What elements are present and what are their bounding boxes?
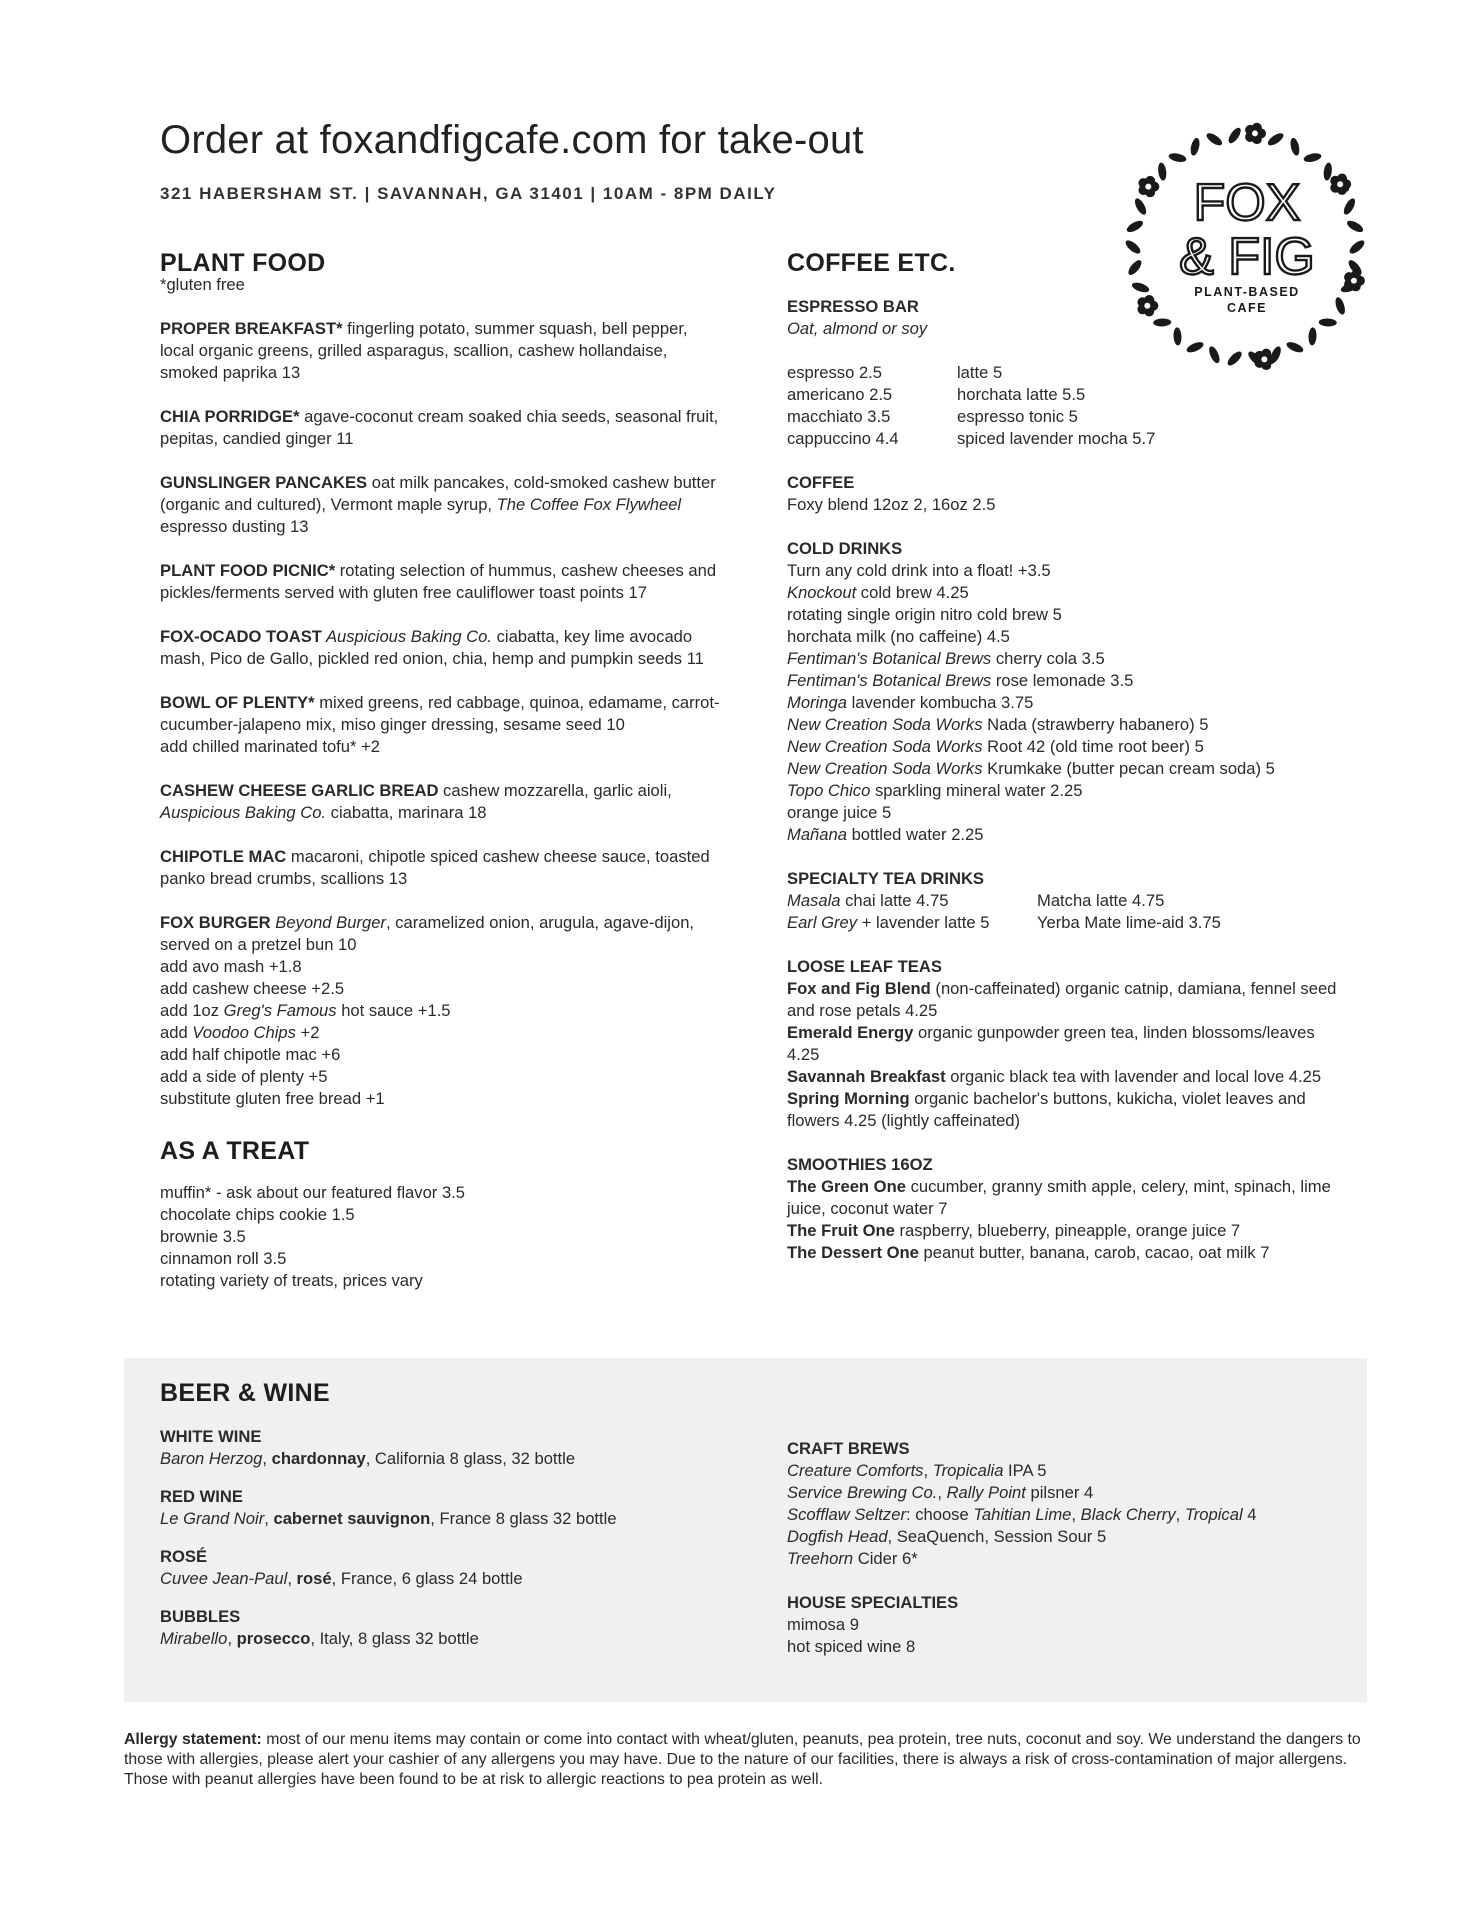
tea-name: Emerald Energy — [787, 1023, 914, 1042]
wreath-leaf — [1348, 238, 1367, 256]
brew-price: IPA 5 — [1003, 1461, 1047, 1480]
addon-line — [160, 1088, 720, 1110]
wreath-leaf — [1133, 197, 1149, 217]
treat-item: chocolate chips cookie 1.5 — [160, 1205, 355, 1224]
cold-text: sparkling mineral water 2.25 — [870, 781, 1083, 800]
brew-item — [787, 1548, 1347, 1570]
cold-text: orange juice 5 — [787, 803, 892, 822]
item-desc: , caramelized onion, arugula, agave-dijon, served on a pretzel bun 10 — [160, 913, 695, 954]
wine-sep: , — [264, 1509, 274, 1528]
tea-desc: (non-caffeinated) organic catnip, damiana, fennel seed and rose petals 4.25 — [787, 979, 1337, 1020]
logo-fox: FOX — [1193, 174, 1301, 232]
cold-text: Nada (strawberry habanero) 5 — [982, 715, 1209, 734]
cold-text: lavender kombucha 3.75 — [846, 693, 1034, 712]
addon-text: +2 — [295, 1023, 320, 1042]
tea-text: chai latte 4.75 — [840, 891, 949, 910]
tea-brand: Masala — [787, 891, 841, 910]
smoothie-desc: raspberry, blueberry, pineapple, orange juice 7 — [894, 1221, 1241, 1240]
cold-item — [787, 714, 1347, 736]
wine-column — [160, 1379, 720, 1650]
addon-line — [160, 956, 720, 978]
cold-brand: Fentiman's Botanical Brews — [787, 649, 992, 668]
item-desc: cashew mozzarella, garlic aioli, — [438, 781, 672, 800]
brew-sep: , — [1175, 1505, 1185, 1524]
bubbles-heading: BUBBLES — [160, 1607, 241, 1626]
item-brand: Auspicious Baking Co. — [160, 803, 327, 822]
wreath-leaf — [1226, 126, 1243, 145]
item-desc: mixed greens, red cabbage, quinoa, edamame, carrot-cucumber-jalapeno mix, miso ginger dressing, sesame seed 10 — [160, 693, 720, 734]
espresso-item: horchata latte 5.5 — [957, 385, 1086, 404]
cold-item — [787, 582, 1347, 604]
tea-text: + lavender latte 5 — [857, 913, 990, 932]
wine-price: , France, 6 glass 24 bottle — [331, 1569, 523, 1588]
cold-brand: Fentiman's Botanical Brews — [787, 671, 992, 690]
tea-desc: organic black tea with lavender and local love 4.25 — [945, 1067, 1322, 1086]
logo-plant-based: PLANT-BASED — [1194, 285, 1300, 299]
wreath-leaf — [1303, 152, 1322, 164]
plant-food-column — [160, 249, 720, 1292]
allergy-text: most of our menu items may contain or come into contact with wheat/gluten, peanuts, pea protein, tree nuts, coconut and soy. We understand the dangers to those with allergies, please alert your cashier of any allergens you may have. Due to the nature of our facilities, there is always a risk of cross-contamination of major allergens. Those with peanut allergies have been found to be at risk to allergic reactions to pea protein as well. — [124, 1731, 1361, 1788]
brew-item — [787, 1504, 1347, 1526]
page-title: Order at foxandfigcafe.com for take-out — [160, 118, 864, 162]
addon-line — [160, 1044, 720, 1066]
cold-item — [787, 802, 1347, 824]
cold-item — [787, 648, 1347, 670]
coffee-line: Foxy blend 12oz 2, 16oz 2.5 — [787, 495, 996, 514]
wine-price: , France 8 glass 32 bottle — [430, 1509, 617, 1528]
tea-list — [787, 890, 1347, 934]
espresso-item: espresso tonic 5 — [957, 407, 1078, 426]
house-specialties-heading: HOUSE SPECIALTIES — [787, 1593, 959, 1612]
brew-price: pilsner 4 — [1025, 1483, 1094, 1502]
smoothie-name: The Green One — [787, 1177, 906, 1196]
wine-producer: Baron Herzog — [160, 1449, 263, 1468]
smoothie-item — [787, 1176, 1347, 1220]
cold-item — [787, 780, 1347, 802]
gluten-free-note: *gluten free — [160, 275, 245, 294]
cold-text: cold brew 4.25 — [856, 583, 969, 602]
smoothie-name: The Fruit One — [787, 1221, 895, 1240]
addon-text: add avo mash +1.8 — [160, 957, 302, 976]
cold-text: Krumkake (butter pecan cream soda) 5 — [982, 759, 1275, 778]
brew-sep: , — [1071, 1505, 1081, 1524]
brew-name: Rally Point — [946, 1483, 1026, 1502]
cold-text: Root 42 (old time root beer) 5 — [982, 737, 1204, 756]
wine-price: , Italy, 8 glass 32 bottle — [310, 1629, 479, 1648]
wreath-flower-center — [1337, 181, 1343, 187]
wreath-flower-center — [1252, 130, 1258, 136]
item-desc: oat milk pancakes, cold-smoked cashew butter (organic and cultured), Vermont maple syrup, — [160, 473, 716, 514]
wreath-leaf — [1125, 219, 1145, 235]
espresso-item: latte 5 — [957, 363, 1003, 382]
specialty-tea-heading: SPECIALTY TEA DRINKS — [787, 869, 984, 888]
menu-item — [160, 692, 720, 758]
cold-text: horchata milk (no caffeine) 4.5 — [787, 627, 1010, 646]
item-name: FOX-OCADO TOAST — [160, 627, 322, 646]
espresso-item: cappuccino 4.4 — [787, 429, 899, 448]
loose-item — [787, 1066, 1347, 1088]
cold-brand: Topo Chico — [787, 781, 871, 800]
espresso-heading: ESPRESSO BAR — [787, 297, 919, 316]
item-name: FOX BURGER — [160, 913, 271, 932]
wine-producer: Cuvee Jean-Paul — [160, 1569, 288, 1588]
smoothie-item — [787, 1242, 1347, 1264]
addon-brand: Voodoo Chips — [192, 1023, 296, 1042]
smoothie-name: The Dessert One — [787, 1243, 919, 1262]
wreath-leaf — [1205, 131, 1224, 148]
brewery: Treehorn — [787, 1549, 854, 1568]
item-desc: fingerling potato, summer squash, bell pepper, local organic greens, grilled asparagus, scallion, cashew hollandaise, smoked paprika 13 — [160, 319, 688, 382]
cold-item — [787, 560, 1347, 582]
cold-brand: New Creation Soda Works — [787, 759, 983, 778]
item-name: BOWL OF PLENTY* — [160, 693, 315, 712]
menu-item — [160, 912, 720, 1110]
brewery: Scofflaw Seltzer — [787, 1505, 906, 1524]
wine-varietal: prosecco — [236, 1629, 311, 1648]
brewery: Service Brewing Co. — [787, 1483, 938, 1502]
menu-item — [160, 560, 720, 604]
wreath-leaf — [1189, 137, 1201, 156]
brew-sep: , — [923, 1461, 933, 1480]
wreath-flower-center — [1145, 184, 1151, 190]
house-item: hot spiced wine 8 — [787, 1637, 916, 1656]
cold-text: Turn any cold drink into a float! +3.5 — [787, 561, 1051, 580]
red-wine-heading: RED WINE — [160, 1487, 243, 1506]
wine-sep: , — [262, 1449, 272, 1468]
item-name: GUNSLINGER PANCAKES — [160, 473, 368, 492]
cold-text: bottled water 2.25 — [846, 825, 984, 844]
cold-text: rotating single origin nitro cold brew 5 — [787, 605, 1062, 624]
tea-name: Savannah Breakfast — [787, 1067, 946, 1086]
cold-item — [787, 736, 1347, 758]
brew-sep: , — [937, 1483, 947, 1502]
menu-item — [160, 780, 720, 824]
treat-item: brownie 3.5 — [160, 1227, 246, 1246]
cold-item — [787, 758, 1347, 780]
menu-item — [160, 626, 720, 670]
menu-item — [160, 318, 720, 384]
cold-brand: New Creation Soda Works — [787, 737, 983, 756]
item-desc-2: ciabatta, marinara 18 — [326, 803, 487, 822]
espresso-item: macchiato 3.5 — [787, 407, 891, 426]
cold-item — [787, 670, 1347, 692]
brewery: Dogfish Head — [787, 1527, 888, 1546]
item-desc-2: espresso dusting 13 — [160, 517, 309, 536]
item-name: CHIA PORRIDGE* — [160, 407, 300, 426]
tea-name: Spring Morning — [787, 1089, 910, 1108]
tea-item: Matcha latte 4.75 — [1037, 891, 1165, 910]
tea-desc: organic bachelor's buttons, kukicha, violet leaves and flowers 4.25 (lightly caffeinated) — [787, 1089, 1306, 1130]
addon-text: add 1oz — [160, 1001, 224, 1020]
white-wine-heading: WHITE WINE — [160, 1427, 262, 1446]
brew-desc: Cider 6* — [853, 1549, 918, 1568]
addon-line — [160, 1066, 720, 1088]
plant-food-heading: PLANT FOOD — [160, 249, 326, 277]
cold-brand: Mañana — [787, 825, 847, 844]
wine-varietal: rosé — [296, 1569, 332, 1588]
wreath-leaf — [1266, 131, 1285, 148]
brew-sep: : choose — [905, 1505, 974, 1524]
logo-fig: & FIG — [1179, 228, 1315, 286]
wreath-leaf — [1289, 137, 1301, 156]
espresso-item: espresso 2.5 — [787, 363, 883, 382]
addon-text: add cashew cheese +2.5 — [160, 979, 345, 998]
addon-line — [160, 1022, 720, 1044]
smoothie-desc: cucumber, granny smith apple, celery, mint, spinach, lime juice, coconut water 7 — [787, 1177, 1331, 1218]
house-item: mimosa 9 — [787, 1615, 859, 1634]
allergy-statement — [124, 1730, 1368, 1790]
brewery: Creature Comforts — [787, 1461, 924, 1480]
item-brand: Beyond Burger — [270, 913, 386, 932]
loose-leaf-heading: LOOSE LEAF TEAS — [787, 957, 942, 976]
addon-text: add half chipotle mac +6 — [160, 1045, 341, 1064]
loose-item — [787, 1088, 1347, 1132]
brew-price: 4 — [1242, 1505, 1257, 1524]
addon-text: add a side of plenty +5 — [160, 1067, 328, 1086]
wreath-leaf — [1157, 162, 1167, 181]
treat-heading: AS A TREAT — [160, 1137, 310, 1165]
brew-item — [787, 1482, 1347, 1504]
espresso-item: americano 2.5 — [787, 385, 893, 404]
wine-sep: , — [227, 1629, 237, 1648]
item-desc: ciabatta, key lime avocado mash, Pico de Gallo, pickled red onion, chia, hemp and pumpkin seeds 11 — [160, 627, 704, 668]
cold-item — [787, 692, 1347, 714]
addon-text: add — [160, 1023, 193, 1042]
addon-brand: Greg's Famous — [223, 1001, 337, 1020]
espresso-item: spiced lavender mocha 5.7 — [957, 429, 1156, 448]
item-name: PLANT FOOD PICNIC* — [160, 561, 336, 580]
menu-item — [160, 846, 720, 890]
item-desc: rotating selection of hummus, cashew cheeses and pickles/ferments served with gluten free cauliflower toast points 17 — [160, 561, 717, 602]
treat-item: rotating variety of treats, prices vary — [160, 1271, 423, 1290]
wine-sep: , — [287, 1569, 297, 1588]
tea-item — [787, 890, 1037, 912]
brew-desc: , SeaQuench, Session Sour 5 — [887, 1527, 1107, 1546]
wreath-leaf — [1342, 197, 1358, 217]
addon-text: substitute gluten free bread +1 — [160, 1089, 385, 1108]
wine-item — [160, 1628, 720, 1650]
item-desc: macaroni, chipotle spiced cashew cheese sauce, toasted panko bread crumbs, scallions 13 — [160, 847, 710, 888]
menu-item — [160, 406, 720, 450]
item-name: PROPER BREAKFAST* — [160, 319, 343, 338]
tea-desc: organic gunpowder green tea, linden blossoms/leaves 4.25 — [787, 1023, 1315, 1064]
cold-text: cherry cola 3.5 — [991, 649, 1105, 668]
loose-item — [787, 1022, 1347, 1066]
wine-item — [160, 1508, 720, 1530]
treat-item: muffin* - ask about our featured flavor 3.5 — [160, 1183, 466, 1202]
addon-line — [160, 978, 720, 1000]
coffee-subheading: COFFEE — [787, 473, 855, 492]
wreath-leaf — [1168, 152, 1187, 164]
wine-price: , California 8 glass, 32 bottle — [365, 1449, 576, 1468]
cold-brand: New Creation Soda Works — [787, 715, 983, 734]
wreath-flower-center — [1351, 278, 1357, 284]
item-desc: agave-coconut cream soaked chia seeds, seasonal fruit, pepitas, candied ginger 11 — [160, 407, 719, 448]
smoothie-desc: peanut butter, banana, carob, cacao, oat milk 7 — [918, 1243, 1270, 1262]
cold-brand: Knockout — [787, 583, 857, 602]
coffee-heading: COFFEE ETC. — [787, 249, 956, 277]
coffee-column — [787, 249, 1347, 1264]
brews-column — [787, 1438, 1347, 1658]
brew-flavor: Tropical — [1184, 1505, 1243, 1524]
item-brand: Auspicious Baking Co. — [321, 627, 492, 646]
cold-brand: Moringa — [787, 693, 847, 712]
wine-item — [160, 1568, 720, 1590]
wine-item — [160, 1448, 720, 1470]
item-name: CHIPOTLE MAC — [160, 847, 287, 866]
loose-item — [787, 978, 1347, 1022]
craft-brews-heading: CRAFT BREWS — [787, 1439, 910, 1458]
tea-name: Fox and Fig Blend — [787, 979, 931, 998]
brew-item — [787, 1460, 1347, 1482]
logo-cafe: CAFE — [1226, 301, 1268, 315]
wine-varietal: chardonnay — [271, 1449, 366, 1468]
tea-item — [787, 912, 1037, 934]
brew-name: Tropicalia — [932, 1461, 1004, 1480]
brew-flavor: Tahitian Lime — [973, 1505, 1072, 1524]
item-name: CASHEW CHEESE GARLIC BREAD — [160, 781, 439, 800]
address-hours: 321 HABERSHAM ST. | SAVANNAH, GA 31401 | 10AM - 8PM DAILY — [160, 184, 777, 203]
smoothie-item — [787, 1220, 1347, 1242]
tea-item: Yerba Mate lime-aid 3.75 — [1037, 913, 1221, 932]
item-addon: add chilled marinated tofu* +2 — [160, 737, 381, 756]
addon-line — [160, 1000, 720, 1022]
cold-item — [787, 626, 1347, 648]
beer-wine-heading: BEER & WINE — [160, 1379, 330, 1407]
rose-heading: ROSÉ — [160, 1547, 208, 1566]
brew-flavor: Black Cherry — [1080, 1505, 1176, 1524]
cold-item — [787, 824, 1347, 846]
espresso-list — [787, 362, 1347, 450]
allergy-label: Allergy statement: — [124, 1731, 262, 1748]
menu-item — [160, 472, 720, 538]
wine-varietal: cabernet sauvignon — [273, 1509, 431, 1528]
wine-producer: Le Grand Noir — [160, 1509, 265, 1528]
tea-brand: Earl Grey — [787, 913, 858, 932]
smoothies-heading: SMOOTHIES 16OZ — [787, 1155, 933, 1174]
wreath-leaf — [1345, 219, 1365, 235]
milk-options: Oat, almond or soy — [787, 319, 928, 338]
cold-item — [787, 604, 1347, 626]
treat-item: cinnamon roll 3.5 — [160, 1249, 287, 1268]
wine-producer: Mirabello — [160, 1629, 228, 1648]
cold-text: rose lemonade 3.5 — [991, 671, 1134, 690]
cold-drinks-heading: COLD DRINKS — [787, 539, 903, 558]
addon-text: hot sauce +1.5 — [336, 1001, 451, 1020]
item-brand: The Coffee Fox Flywheel — [496, 495, 682, 514]
brew-item — [787, 1526, 1347, 1548]
